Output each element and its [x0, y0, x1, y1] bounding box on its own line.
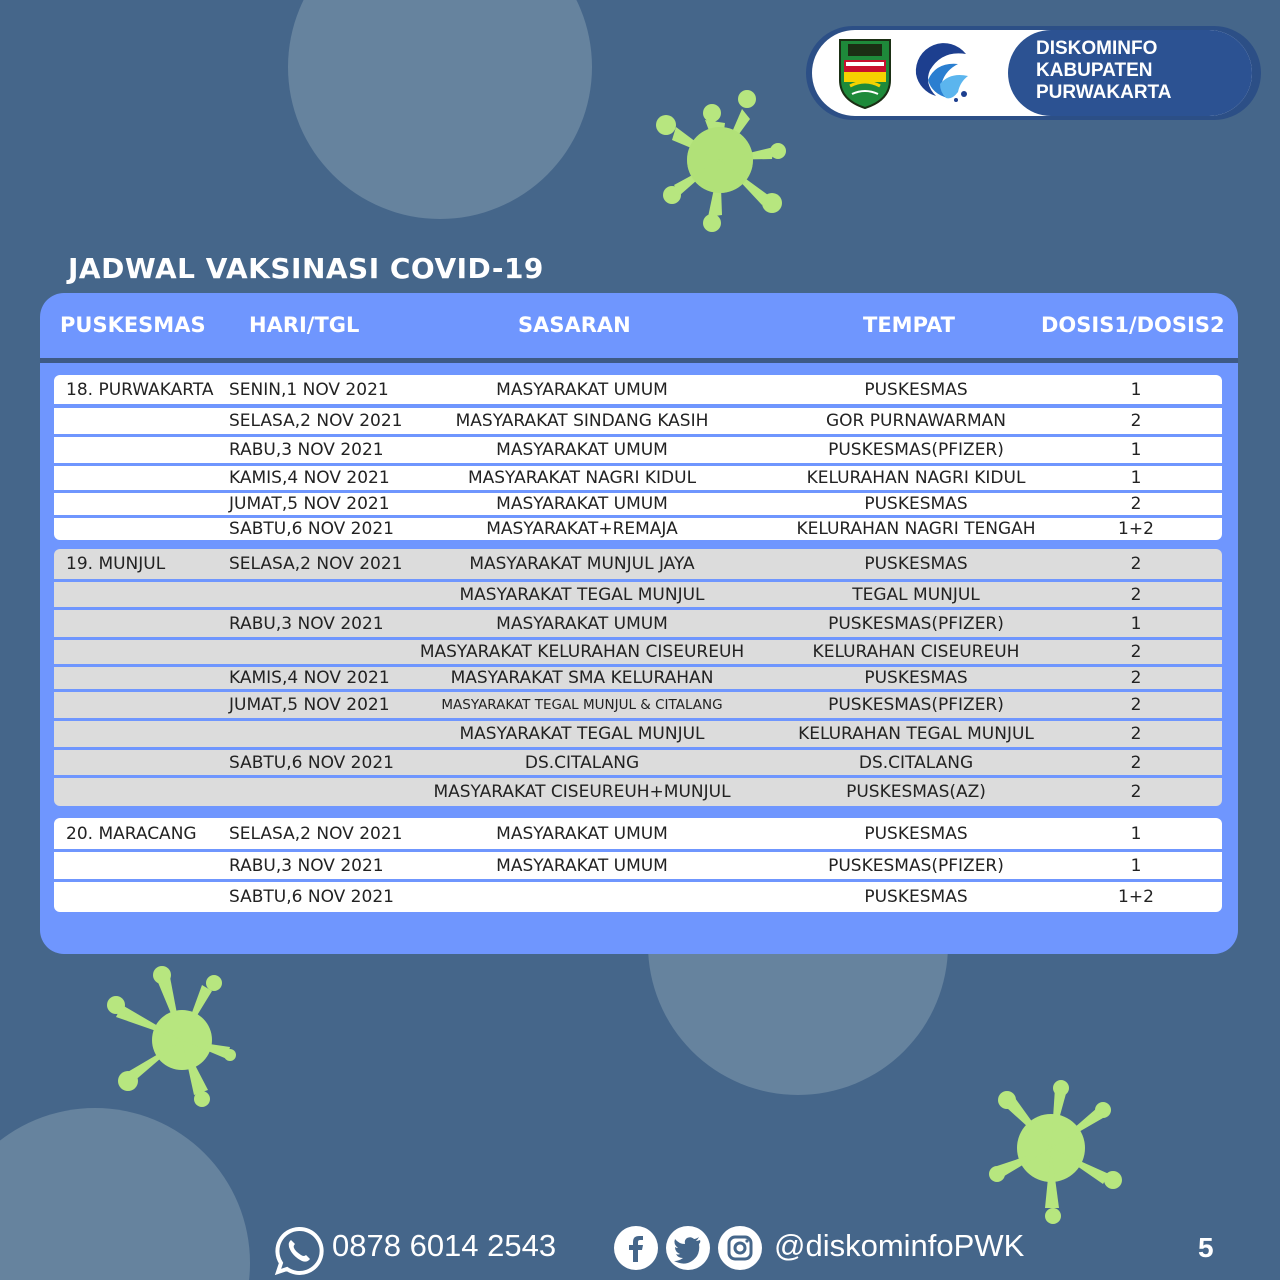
- table-row: [54, 692, 1222, 718]
- table-row: [54, 667, 1222, 689]
- page-number: 5: [1198, 1232, 1214, 1263]
- cell-dosis: 2: [1130, 668, 1142, 688]
- table-row: [54, 437, 1222, 463]
- cell-dosis: 2: [1130, 494, 1142, 514]
- phone-number[interactable]: 0878 6014 2543: [332, 1228, 557, 1263]
- cell-tempat: PUSKESMAS(PFIZER): [828, 695, 1004, 715]
- cell-hari: SABTU,6 NOV 2021: [229, 887, 394, 907]
- whatsapp-icon[interactable]: [274, 1226, 324, 1276]
- cell-sasaran: MASYARAKAT UMUM: [496, 494, 668, 514]
- cell-dosis: 1: [1130, 613, 1142, 634]
- cell-dosis: 1: [1130, 855, 1142, 876]
- virus-icon: [650, 85, 790, 235]
- group-maracang: [54, 818, 1222, 912]
- cell-sasaran: MASYARAKAT+REMAJA: [486, 519, 678, 539]
- cell-puskesmas: 18. PURWAKARTA: [66, 379, 214, 400]
- cell-hari: SELASA,2 NOV 2021: [229, 823, 403, 844]
- cell-sasaran: MASYARAKAT NAGRI KIDUL: [467, 468, 697, 488]
- cell-sasaran: MASYARAKAT SINDANG KASIH: [455, 411, 709, 431]
- table-row: [54, 882, 1222, 912]
- cell-dosis: 2: [1130, 554, 1142, 574]
- cell-dosis: 1: [1130, 468, 1142, 488]
- table-row: [54, 582, 1222, 607]
- purwakarta-emblem-icon: [836, 36, 894, 110]
- virus-icon: [62, 965, 237, 1110]
- cell-dosis: 2: [1130, 782, 1142, 802]
- group-munjul: [54, 549, 1222, 806]
- cell-dosis: 2: [1130, 752, 1142, 773]
- cell-dosis: 1+2: [1118, 519, 1154, 539]
- table-row: [54, 750, 1222, 775]
- cell-sasaran: MASYARAKAT UMUM: [496, 379, 668, 400]
- cell-sasaran: MASYARAKAT CISEUREUH+MUNJUL: [433, 782, 731, 802]
- cell-dosis: 2: [1130, 724, 1142, 744]
- cell-sasaran: MASYARAKAT UMUM: [496, 440, 668, 460]
- cell-hari: RABU,3 NOV 2021: [229, 440, 384, 460]
- brand-line-3: PURWAKARTA: [1036, 82, 1172, 103]
- cell-hari: JUMAT,5 NOV 2021: [229, 494, 390, 514]
- cell-tempat: KELURAHAN NAGRI TENGAH: [796, 519, 1036, 539]
- cell-tempat: KELURAHAN NAGRI KIDUL: [806, 468, 1026, 488]
- cell-dosis: 1: [1130, 823, 1142, 844]
- cell-puskesmas: 19. MUNJUL: [66, 554, 166, 574]
- cell-tempat: PUSKESMAS: [864, 554, 968, 574]
- cell-dosis: 2: [1130, 411, 1142, 431]
- bg-circle: [288, 0, 592, 219]
- col-header-tempat: TEMPAT: [863, 313, 955, 337]
- table-row: [54, 721, 1222, 747]
- cell-hari: SELASA,2 NOV 2021: [229, 411, 403, 431]
- bg-circle: [0, 1108, 250, 1280]
- cell-hari: KAMIS,4 NOV 2021: [229, 468, 390, 488]
- cell-sasaran: MASYARAKAT TEGAL MUNJUL & CITALANG: [441, 697, 723, 713]
- cell-hari: SENIN,1 NOV 2021: [229, 379, 389, 400]
- col-header-dosis: DOSIS1/DOSIS2: [1041, 313, 1225, 337]
- cell-tempat: KELURAHAN TEGAL MUNJUL: [798, 724, 1034, 744]
- cell-sasaran: MASYARAKAT UMUM: [496, 855, 668, 876]
- cell-sasaran: MASYARAKAT MUNJUL JAYA: [469, 554, 695, 574]
- instagram-icon[interactable]: [718, 1226, 762, 1270]
- cell-dosis: 2: [1130, 642, 1142, 662]
- col-header-puskesmas: PUSKESMAS: [60, 313, 206, 337]
- kominfo-logo-icon: [906, 36, 982, 112]
- cell-sasaran: DS.CITALANG: [524, 752, 640, 773]
- brand-line-2: KABUPATEN: [1036, 60, 1153, 81]
- cell-tempat: PUSKESMAS: [864, 668, 968, 688]
- cell-dosis: 1+2: [1118, 887, 1154, 907]
- cell-tempat: PUSKESMAS(PFIZER): [828, 440, 1004, 460]
- cell-tempat: GOR PURNAWARMAN: [825, 411, 1007, 431]
- col-header-hari: HARI/TGL: [249, 313, 360, 337]
- table-row: [54, 610, 1222, 637]
- table-row: [54, 818, 1222, 849]
- cell-puskesmas: 20. MARACANG: [66, 823, 197, 844]
- cell-tempat: PUSKESMAS: [864, 379, 968, 400]
- table-row: [54, 518, 1222, 540]
- table-row: [54, 640, 1222, 664]
- cell-sasaran: MASYARAKAT UMUM: [496, 613, 668, 634]
- table-row: [54, 408, 1222, 434]
- cell-sasaran: MASYARAKAT SMA KELURAHAN: [450, 668, 714, 688]
- cell-dosis: 2: [1130, 695, 1142, 715]
- cell-sasaran: MASYARAKAT TEGAL MUNJUL: [459, 584, 705, 605]
- cell-tempat: KELURAHAN CISEUREUH: [812, 642, 1020, 662]
- cell-tempat: DS.CITALANG: [858, 752, 974, 773]
- cell-dosis: 1: [1130, 379, 1142, 400]
- table-row: [54, 493, 1222, 515]
- brand-line-1: DISKOMINFO: [1036, 38, 1158, 59]
- brand-name: [1036, 38, 1246, 104]
- cell-tempat: TEGAL MUNJUL: [852, 584, 980, 605]
- header-divider: [40, 358, 1238, 363]
- table-row: [54, 549, 1222, 579]
- twitter-icon[interactable]: [666, 1226, 710, 1270]
- cell-hari: SABTU,6 NOV 2021: [229, 752, 394, 773]
- cell-tempat: PUSKESMAS(PFIZER): [828, 855, 1004, 876]
- table-row: [54, 466, 1222, 490]
- cell-tempat: PUSKESMAS(PFIZER): [828, 613, 1004, 634]
- cell-hari: SELASA,2 NOV 2021: [229, 554, 403, 574]
- cell-sasaran: MASYARAKAT KELURAHAN CISEUREUH: [419, 642, 745, 662]
- group-purwakarta: [54, 375, 1222, 540]
- cell-hari: RABU,3 NOV 2021: [229, 613, 384, 634]
- cell-dosis: 2: [1130, 584, 1142, 605]
- table-row: [54, 375, 1222, 404]
- cell-dosis: 1: [1130, 440, 1142, 460]
- cell-sasaran: MASYARAKAT TEGAL MUNJUL: [459, 724, 705, 744]
- cell-hari: SABTU,6 NOV 2021: [229, 519, 394, 539]
- cell-hari: RABU,3 NOV 2021: [229, 855, 384, 876]
- table-row: [54, 778, 1222, 806]
- cell-hari: JUMAT,5 NOV 2021: [229, 695, 390, 715]
- facebook-icon[interactable]: [614, 1226, 658, 1270]
- cell-tempat: PUSKESMAS: [864, 823, 968, 844]
- cell-tempat: PUSKESMAS(AZ): [846, 782, 986, 802]
- page-title: JADWAL VAKSINASI COVID-19: [68, 252, 544, 285]
- social-handle[interactable]: @diskominfoPWK: [774, 1228, 1025, 1263]
- cell-sasaran: MASYARAKAT UMUM: [496, 823, 668, 844]
- table-row: [54, 852, 1222, 879]
- cell-tempat: PUSKESMAS: [864, 887, 968, 907]
- col-header-sasaran: SASARAN: [518, 313, 631, 337]
- cell-tempat: PUSKESMAS: [864, 494, 968, 514]
- cell-hari: KAMIS,4 NOV 2021: [229, 668, 390, 688]
- virus-icon: [985, 1078, 1135, 1228]
